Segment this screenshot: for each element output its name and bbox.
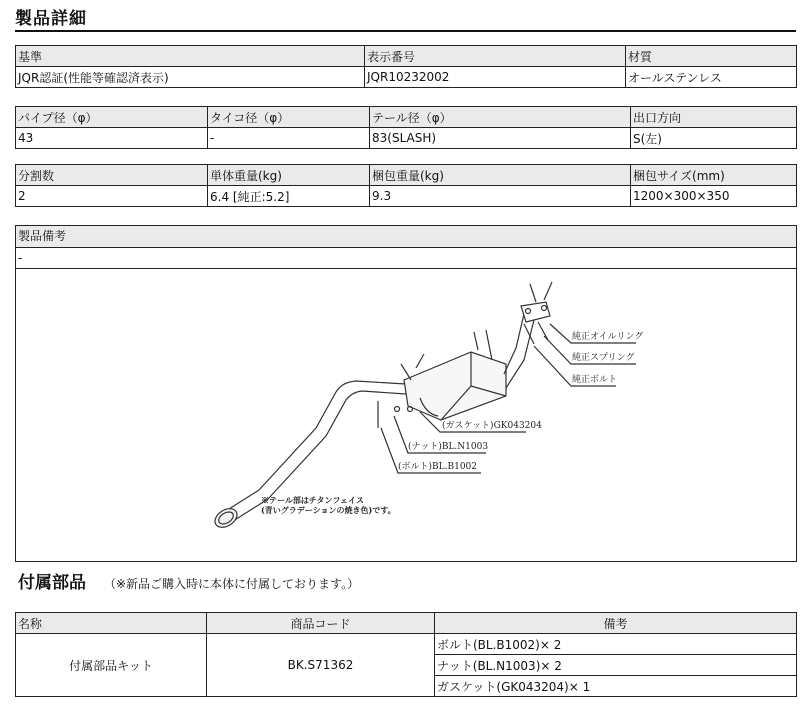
- label-tail-note-2: (青いグラデーションの焼き色)です。: [261, 505, 396, 515]
- value-split-count: 2: [16, 186, 208, 207]
- value-display-number: JQR10232002: [365, 67, 626, 88]
- header-exit-direction: 出口方向: [631, 107, 797, 128]
- label-bolt: 純正ボルト: [572, 375, 618, 385]
- label-gasket: (ガスケット)GK043204: [442, 421, 542, 431]
- value-package-size: 1200×300×350: [631, 186, 797, 207]
- header-pipe-diameter: パイプ径（φ）: [16, 107, 208, 128]
- header-split-count: 分割数: [16, 165, 208, 186]
- value-muffler-diameter: -: [208, 128, 370, 149]
- header-package-weight: 梱包重量(kg): [370, 165, 631, 186]
- header-material: 材質: [626, 46, 797, 67]
- header-tail-diameter: テール径（φ）: [370, 107, 631, 128]
- header-package-size: 梱包サイズ(mm): [631, 165, 797, 186]
- value-tail-diameter: 83(SLASH): [370, 128, 631, 149]
- acc-code: BK.S71362: [207, 634, 435, 697]
- header-standard: 基準: [16, 46, 365, 67]
- front-pipe: [504, 314, 534, 388]
- header-muffler-diameter: タイコ径（φ）: [208, 107, 370, 128]
- page-title: 製品詳細: [15, 9, 87, 29]
- accessories-title: 付属部品: [18, 573, 86, 593]
- value-pipe-diameter: 43: [16, 128, 208, 149]
- label-tail-note-1: ※テール部はチタンフェイス: [261, 495, 364, 505]
- notes-header: 製品備考: [16, 226, 796, 248]
- acc-remark-gasket: ガスケット(GK043204)× 1: [435, 676, 797, 697]
- acc-remark-nut: ナット(BL.N1003)× 2: [435, 655, 797, 676]
- label-oil-ring: 純正オイルリング: [572, 332, 644, 342]
- tail-tip: [212, 505, 241, 531]
- label-bolt2: (ボルト)BL.B1002: [398, 462, 477, 472]
- exhaust-diagram: [16, 268, 796, 561]
- spec-table-dimensions: [15, 106, 797, 149]
- acc-header-code: 商品コード: [207, 613, 435, 634]
- acc-header-name: 名称: [16, 613, 207, 634]
- value-exit-direction: S(左): [631, 128, 797, 149]
- label-spring: 純正スプリング: [572, 353, 635, 363]
- acc-remark-bolt: ボルト(BL.B1002)× 2: [435, 634, 797, 655]
- acc-name: 付属部品キット: [16, 634, 207, 697]
- label-nut: (ナット)BL.N1003: [408, 442, 489, 452]
- value-package-weight: 9.3: [370, 186, 631, 207]
- acc-header-remarks: 備考: [435, 613, 797, 634]
- value-material: オールステンレス: [626, 67, 797, 88]
- spec-table-standard: [15, 45, 797, 88]
- value-unit-weight: 6.4 [純正:5.2]: [208, 186, 370, 207]
- header-unit-weight: 単体重量(kg): [208, 165, 370, 186]
- accessories-table: [15, 612, 797, 697]
- title-rule: [15, 30, 796, 32]
- value-standard: JQR認証(性能等確認済表示): [16, 67, 365, 88]
- header-display-number: 表示番号: [365, 46, 626, 67]
- accessories-note: （※新品ご購入時に本体に付属しております。）: [104, 577, 360, 591]
- product-notes: [15, 225, 797, 562]
- spec-table-weight: [15, 164, 797, 207]
- notes-value: -: [16, 248, 796, 269]
